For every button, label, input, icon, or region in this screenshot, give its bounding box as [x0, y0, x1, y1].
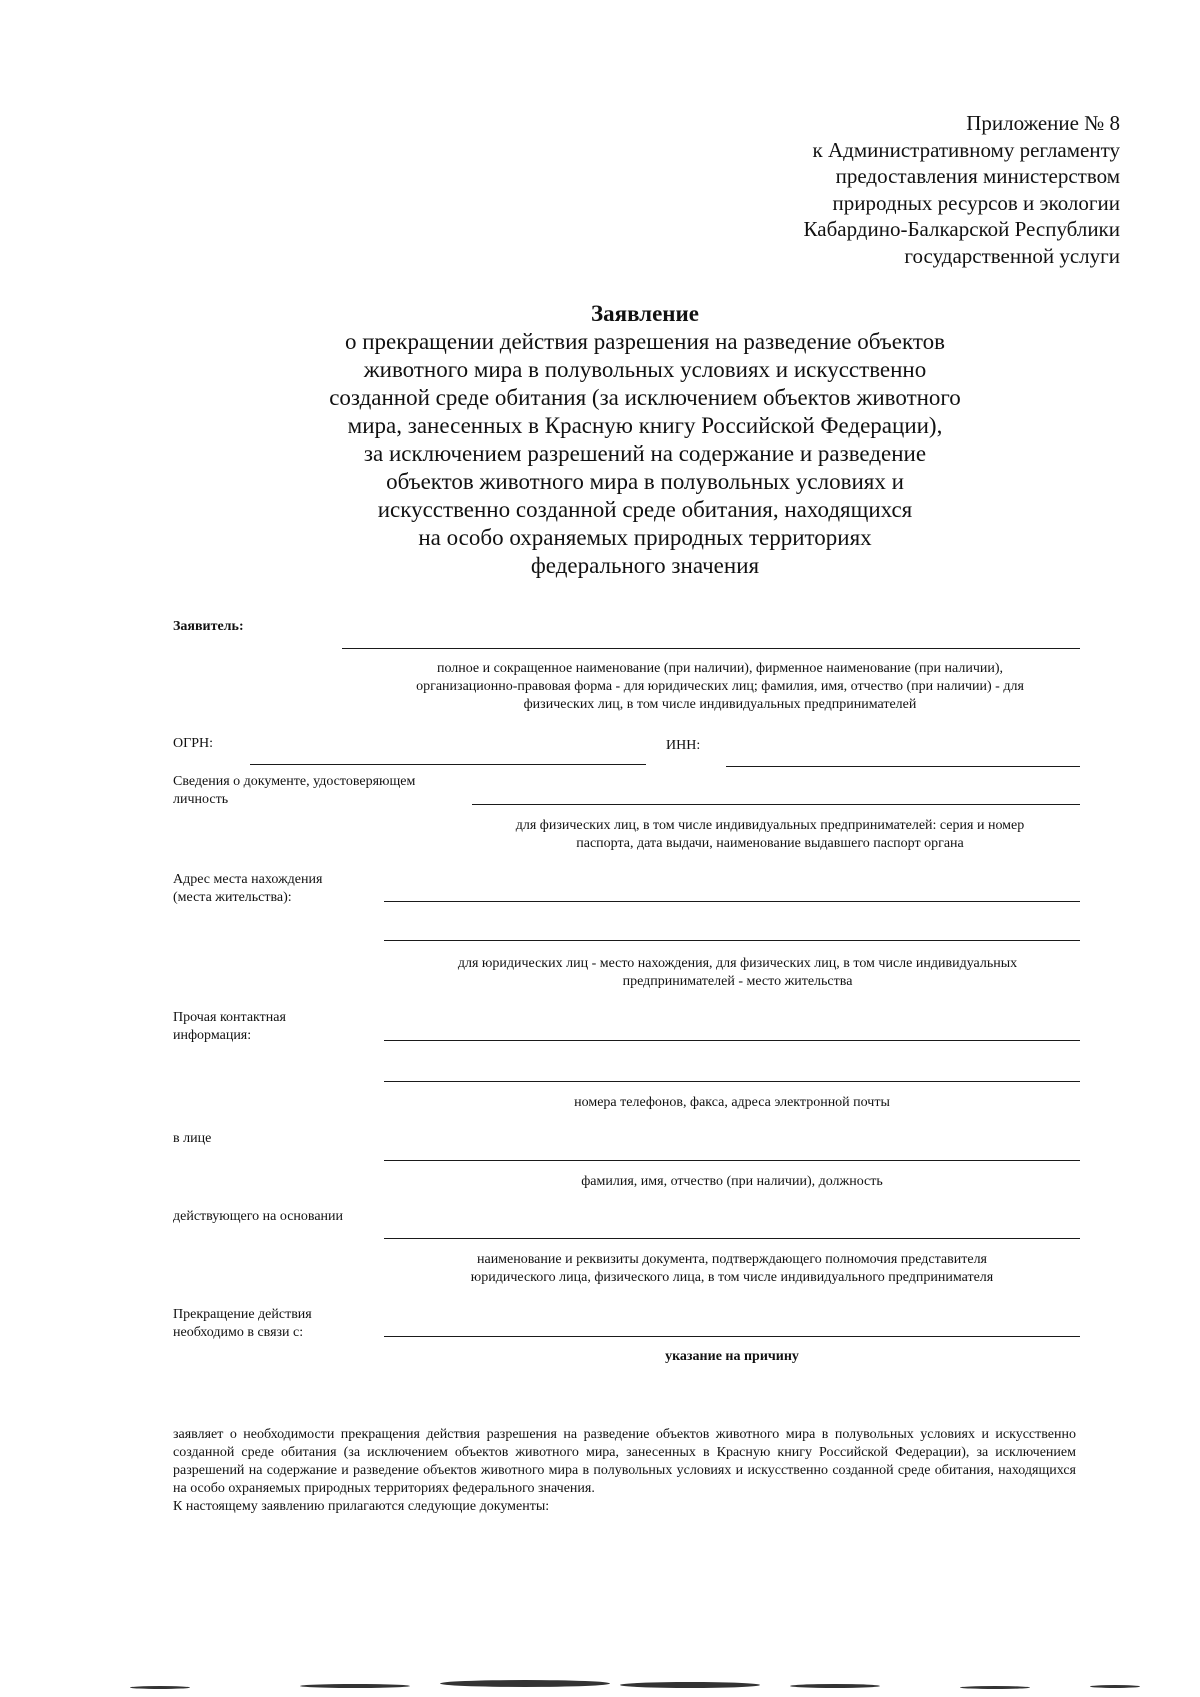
id-doc-hint-line: паспорта, дата выдачи, наименование выдавшего паспорт органа	[576, 836, 964, 851]
represented-field[interactable]	[384, 1142, 1080, 1161]
appendix-line: Кабардино-Балкарской Республики	[803, 217, 1120, 241]
statement-paragraph: заявляет о необходимости прекращения действия разрешения на разведение объектов животного мира в полувольных условиях и искусственно созданной среде обитания (за исключением объектов животного мира, занесенных в Красную книгу Российской Федерации), за исключением разрешений на содержание и разведение объектов животного мира в полувольных условиях и искусственно созданной среде обитания, находящихся на особо охраняемых природных территориях федерального значения.	[173, 1427, 1076, 1496]
title-line: мира, занесенных в Красную книгу Российской Федерации),	[347, 413, 943, 438]
represented-label: в лице	[173, 1131, 212, 1146]
title-line: федерального значения	[530, 553, 760, 578]
basis-field[interactable]	[384, 1220, 1080, 1239]
contact-field-line-1[interactable]	[384, 1022, 1080, 1041]
scan-speck	[960, 1686, 1030, 1689]
id-doc-label-line: личность	[173, 792, 229, 807]
applicant-hint-line: организационно-правовая форма - для юридических лиц; фамилия, имя, отчество (при наличии) - для	[416, 679, 1024, 694]
applicant-hint	[350, 660, 1090, 714]
represented-hint: фамилия, имя, отчество (при наличии), должность	[581, 1174, 883, 1189]
scan-speck	[790, 1684, 880, 1688]
address-hint-line: для юридических лиц - место нахождения, для физических лиц, в том числе индивидуальных	[457, 956, 1018, 971]
appendix-line: Приложение № 8	[966, 111, 1120, 135]
document-title	[250, 300, 1040, 580]
contact-field-line-2[interactable]	[384, 1063, 1080, 1082]
address-field-line-1[interactable]	[384, 883, 1080, 902]
title-heading: Заявление	[590, 301, 700, 326]
address-hint-line: предпринимателей - место жительства	[622, 974, 853, 989]
reason-label-line: Прекращение действия	[173, 1307, 312, 1322]
title-line: на особо охраняемых природных территориях	[418, 525, 872, 550]
applicant-hint-line: физических лиц, в том числе индивидуальных предпринимателей	[523, 697, 917, 712]
contact-label-line: Прочая контактная	[173, 1010, 286, 1025]
scan-noise-strip	[0, 1672, 1200, 1697]
applicant-hint-line: полное и сокращенное наименование (при наличии), фирменное наименование (при наличии),	[436, 661, 1004, 676]
ogrn-label: ОГРН:	[173, 736, 213, 751]
basis-hint-line: наименование и реквизиты документа, подтверждающего полномочия представителя	[476, 1252, 987, 1267]
inn-field[interactable]	[726, 748, 1080, 767]
appendix-line: государственной услуги	[904, 243, 1120, 268]
reason-hint: указание на причину	[665, 1349, 799, 1364]
reason-label-line: необходимо в связи с:	[173, 1325, 304, 1340]
contact-hint: номера телефонов, факса, адреса электронной почты	[574, 1095, 890, 1110]
title-line: созданной среде обитания (за исключением объектов животного	[329, 385, 961, 410]
id-doc-label	[173, 773, 415, 809]
reason-field[interactable]	[384, 1318, 1080, 1337]
scan-speck	[620, 1682, 760, 1688]
title-line: искусственно созданной среде обитания, находящихся	[377, 497, 913, 522]
address-hint	[395, 955, 1080, 991]
ogrn-field[interactable]	[250, 746, 646, 765]
title-line: за исключением разрешений на содержание и разведение	[363, 441, 927, 466]
statement-text	[173, 1426, 1076, 1516]
applicant-label: Заявитель:	[173, 619, 244, 634]
address-label	[173, 871, 322, 907]
address-field-line-2[interactable]	[384, 922, 1080, 941]
appendix-header	[560, 110, 1120, 269]
id-doc-field[interactable]	[472, 786, 1080, 805]
appendix-line: к Административному регламенту	[812, 137, 1120, 162]
appendix-line: природных ресурсов и экологии	[832, 190, 1120, 215]
scan-speck	[130, 1686, 190, 1689]
scan-speck	[440, 1680, 610, 1687]
basis-label: действующего на основании	[173, 1209, 344, 1224]
reason-label	[173, 1306, 312, 1342]
scan-speck	[1090, 1685, 1140, 1688]
basis-hint	[384, 1251, 1080, 1287]
id-doc-hint	[470, 817, 1070, 853]
contact-label	[173, 1009, 286, 1045]
address-label-line: Адрес места нахождения	[173, 872, 323, 887]
title-line: о прекращении действия разрешения на разведение объектов	[345, 329, 945, 354]
scan-speck	[300, 1684, 410, 1688]
title-line: животного мира в полувольных условиях и искусственно	[363, 357, 927, 382]
contact-label-line: информация:	[173, 1028, 252, 1043]
address-label-line: (места жительства):	[173, 890, 292, 905]
id-doc-label-line: Сведения о документе, удостоверяющем	[173, 774, 416, 789]
inn-label: ИНН:	[666, 738, 701, 753]
title-line: объектов животного мира в полувольных условиях и	[386, 469, 904, 494]
id-doc-hint-line: для физических лиц, в том числе индивидуальных предпринимателей: серия и номер	[515, 818, 1025, 833]
attachments-line: К настоящему заявлению прилагаются следующие документы:	[173, 1499, 550, 1514]
applicant-name-field[interactable]	[342, 630, 1080, 649]
appendix-line: предоставления министерством	[835, 164, 1120, 188]
basis-hint-line: юридического лица, физического лица, в том числе индивидуального предпринимателя	[470, 1270, 994, 1285]
